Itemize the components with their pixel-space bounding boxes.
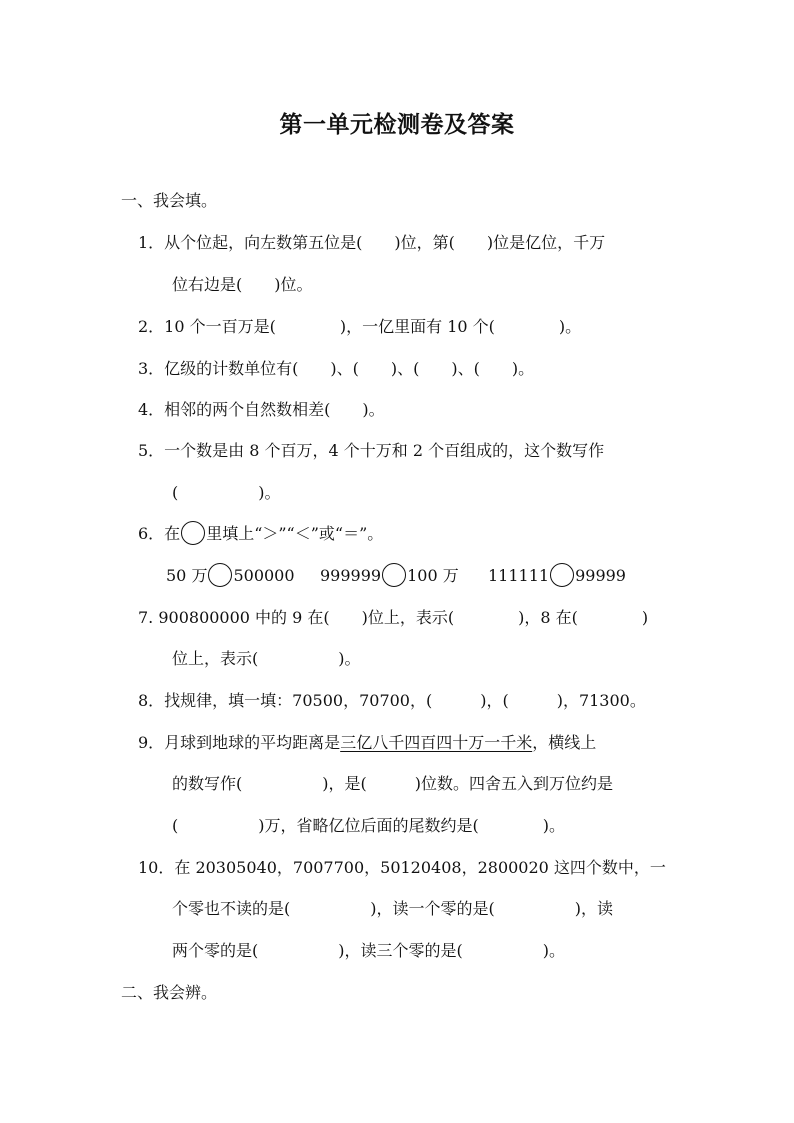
page-title: 第一单元检测卷及答案 xyxy=(279,112,515,138)
question-7-line-2: 位上，表示( )。 xyxy=(172,649,361,668)
question-1-line-1: 1．从个位起，向左数第五位是( )位，第( )位是亿位，千万 xyxy=(138,233,606,252)
compare-circle[interactable] xyxy=(208,563,232,587)
comparison-2 xyxy=(320,565,459,587)
comparison-3-right: 99999 xyxy=(575,566,626,585)
question-10-line-3: 两个零的是( )，读三个零的是( )。 xyxy=(172,941,565,960)
question-4: 4．相邻的两个自然数相差( )。 xyxy=(138,400,385,419)
comparison-2-left: 999999 xyxy=(320,566,382,585)
question-3: 3．亿级的计数单位有( )、( )、( )、( )。 xyxy=(138,359,535,378)
comparison-1-right: 500000 xyxy=(233,566,295,585)
comparison-1 xyxy=(166,565,295,587)
question-2: 2．10 个一百万是( )，一亿里面有 10 个( )。 xyxy=(138,317,582,336)
question-7-line-1: 7. 900800000 中的 9 在( )位上，表示( )，8 在( ) xyxy=(138,608,649,627)
question-5-line-1: 5．一个数是由 8 个百万，4 个十万和 2 个百组成的，这个数写作 xyxy=(138,441,605,460)
section-heading-judge: 二、我会辨。 xyxy=(121,983,218,1002)
question-6-line-1 xyxy=(138,523,383,545)
compare-circle[interactable] xyxy=(181,521,205,545)
question-10-line-2: 个零也不读的是( )，读一个零的是( )，读 xyxy=(172,899,613,918)
question-9-line-3: ( )万，省略亿位后面的尾数约是( )。 xyxy=(172,816,565,835)
comparison-1-left: 50 万 xyxy=(166,566,208,585)
question-6-instruction: 里填上“＞”“＜”或“＝”。 xyxy=(206,524,384,543)
comparison-3 xyxy=(488,565,626,587)
underlined-distance: 三亿八千四百四十万一千米 xyxy=(340,733,533,752)
compare-circle[interactable] xyxy=(382,563,406,587)
comparison-2-right: 100 万 xyxy=(407,566,459,585)
question-5-line-2: ( )。 xyxy=(172,483,281,502)
question-9-prefix: 9．月球到地球的平均距离是 xyxy=(138,733,341,752)
question-9-line-1 xyxy=(138,732,596,754)
question-10-line-1: 10．在 20305040，7007700，50120408，2800020 这四个数中，一 xyxy=(138,858,666,877)
question-9-line-2: 的数写作( )，是( )位数。四舍五入到万位约是 xyxy=(172,774,613,793)
question-9-suffix: ，横线上 xyxy=(532,733,597,752)
section-heading-fill: 一、我会填。 xyxy=(121,191,218,210)
question-8: 8．找规律，填一填：70500，70700，( )，( )，71300。 xyxy=(138,691,646,710)
comparison-3-left: 111111 xyxy=(488,566,550,585)
question-1-line-2: 位右边是( )位。 xyxy=(172,275,313,294)
question-6-prefix: 6．在 xyxy=(138,524,181,543)
compare-circle[interactable] xyxy=(550,563,574,587)
